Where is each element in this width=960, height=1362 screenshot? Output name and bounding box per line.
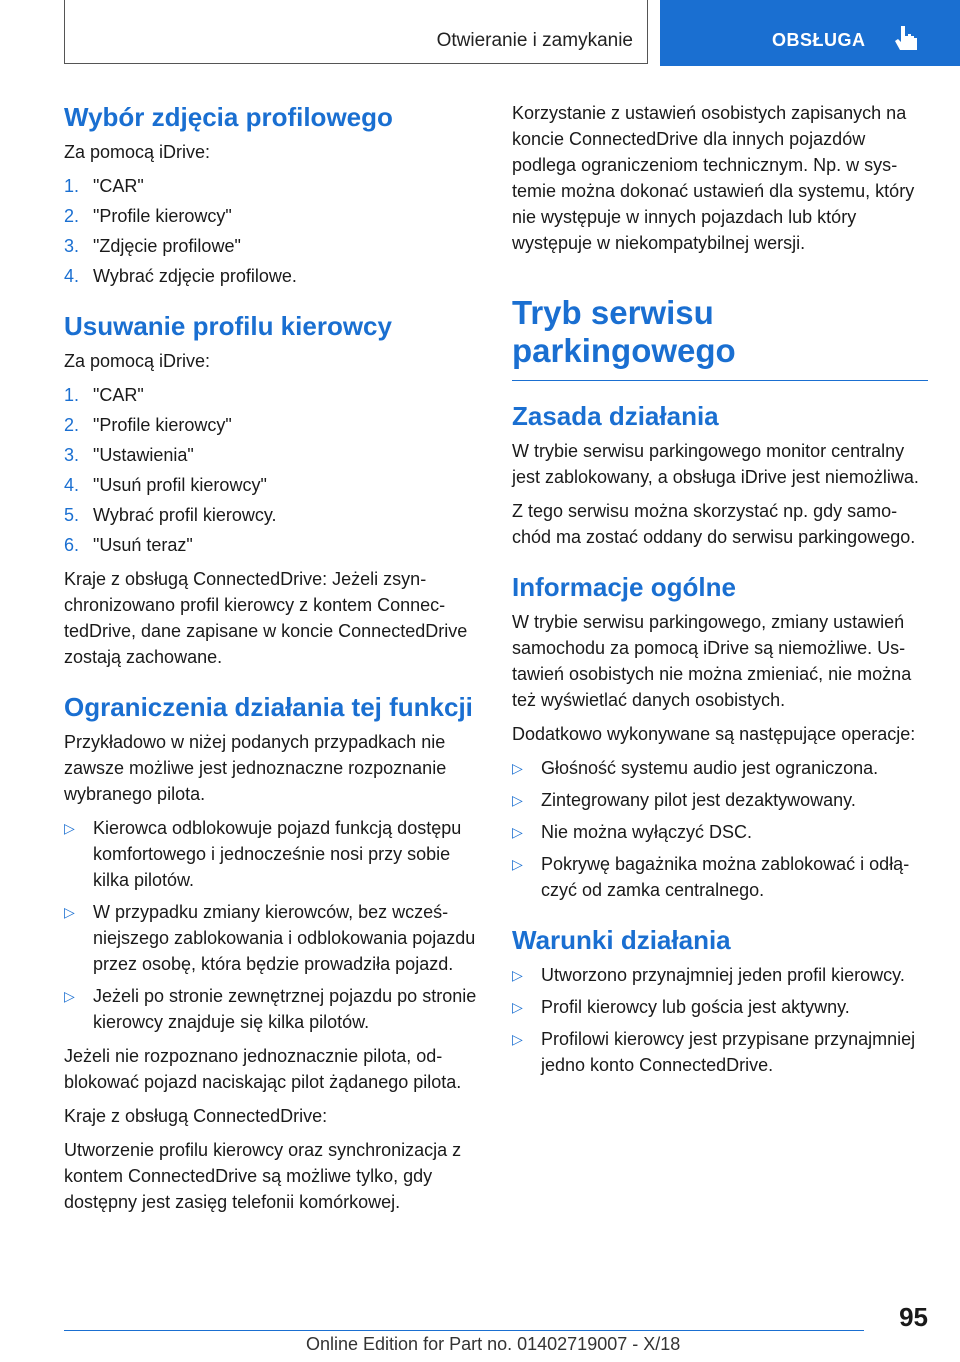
- header-chapter-label: OBSŁUGA: [772, 30, 866, 50]
- page-number: 95: [899, 1302, 928, 1332]
- list-item: ▷ Utworzono przynajmniej jeden profil kierowcy.: [512, 962, 928, 988]
- list-item: ▷ Kierowca odblokowuje pojazd funkcją dostępu komfortowego i jednocześnie nosi przy sobie kilka pilotów.: [64, 815, 480, 893]
- header-chapter-tab: [660, 0, 960, 66]
- list-item: ▷ Głośność systemu audio jest ograniczona.: [512, 755, 928, 781]
- triangle-bullet-icon: ▷: [512, 999, 523, 1015]
- list-item: ▷ W przypadku zmiany kierowców, bez wcześniejszego zablokowania i odblokowania pojazdu przez osobę, która będzie prowadziła pojazd.: [64, 899, 480, 977]
- paragraph: Jeżeli nie rozpoznano jednoznacznie pilota, odblokować pojazd naciskając pilot żądanego pilota.: [64, 1046, 462, 1092]
- list-item: ▷ Profilowi kierowcy jest przypisane przynajmniej jedno konto ConnectedDrive.: [512, 1026, 928, 1078]
- footer-edition: Online Edition for Part no. 01402719007 - X/18: [306, 1334, 681, 1354]
- list-item: ▷ Profil kierowcy lub gościa jest aktywny.: [512, 994, 928, 1020]
- list-item: ▷ Pokrywę bagażnika można zablokować i odłączyć od zamka centralnego.: [512, 851, 928, 903]
- chapter-divider: [512, 380, 928, 381]
- triangle-bullet-icon: ▷: [512, 856, 523, 872]
- step-item: 1. "CAR": [64, 176, 144, 196]
- step-item: 3. "Zdjęcie profilowe": [64, 236, 241, 256]
- triangle-bullet-icon: ▷: [512, 760, 523, 776]
- conditions-list: [512, 962, 928, 1078]
- header-section-box: [64, 0, 648, 64]
- list-item: ▷ Zintegrowany pilot jest dezaktywowany.: [512, 787, 928, 813]
- step-item: 2. "Profile kierowcy": [64, 415, 232, 435]
- intro-idrive-2: Za pomocą iDrive:: [64, 351, 211, 371]
- triangle-bullet-icon: ▷: [64, 988, 75, 1004]
- connecteddrive-note: Kraje z obsługą ConnectedDrive: Jeżeli zsynchronizowano profil kierowcy z kontem ConnectedDrive, dane zapisane w koncie ConnectedDrive zostają zachowane.: [64, 569, 468, 667]
- list-item: ▷ Jeżeli po stronie zewnętrznej pojazdu po stronie kierowcy znajduje się kilka pilotów.: [64, 983, 480, 1035]
- steps-profile-photo: [64, 173, 480, 289]
- list-item: ▷ Nie można wyłączyć DSC.: [512, 819, 928, 845]
- chapter-title: Tryb serwisu parkingowego: [512, 294, 736, 369]
- paragraph: Dodatkowo wykonywane są następujące operacje:: [512, 724, 916, 744]
- limitations-list: [64, 815, 480, 1035]
- intro-idrive-1: Za pomocą iDrive:: [64, 142, 211, 162]
- limitations-intro: Przykładowo w niżej podanych przypadkach nie zawsze możliwe jest jednoznaczne rozpoznanie wybranego pilota.: [64, 732, 447, 804]
- heading-limitations: Ograniczenia działania tej funkcji: [64, 692, 473, 722]
- triangle-bullet-icon: ▷: [512, 824, 523, 840]
- step-item: 5. Wybrać profil kierowcy.: [64, 505, 277, 525]
- step-item: 4. "Usuń profil kierowcy": [64, 475, 267, 495]
- step-item: 3. "Ustawienia": [64, 445, 194, 465]
- paragraph: W trybie serwisu parkingowego monitor centralny jest zablokowany, a obsługa iDrive jest niemożliwa.: [512, 441, 919, 487]
- right-column: [512, 100, 928, 1086]
- footer-divider: [64, 1330, 864, 1331]
- step-item: 1. "CAR": [64, 385, 144, 405]
- heading-operating-principle: Zasada działania: [512, 401, 719, 431]
- steps-delete-profile: [64, 382, 480, 558]
- step-item: 4. Wybrać zdjęcie profilowe.: [64, 266, 297, 286]
- step-item: 6. "Usuń teraz": [64, 535, 193, 555]
- heading-conditions: Warunki działania: [512, 925, 731, 955]
- pointing-hand-icon: [892, 24, 920, 52]
- paragraph: Z tego serwisu można skorzystać np. gdy samochód ma zostać oddany do serwisu parkingowego.: [512, 501, 916, 547]
- heading-profile-photo: Wybór zdjęcia profilowego: [64, 102, 393, 132]
- operations-list: [512, 755, 928, 903]
- heading-delete-profile: Usuwanie profilu kierowcy: [64, 311, 392, 341]
- triangle-bullet-icon: ▷: [64, 904, 75, 920]
- triangle-bullet-icon: ▷: [512, 1031, 523, 1047]
- paragraph: Utworzenie profilu kierowcy oraz synchronizacja z kontem ConnectedDrive są możliwe tylko, gdy dostępny jest zasięg telefonii komórkowej.: [64, 1140, 462, 1212]
- connecteddrive-limits-paragraph: Korzystanie z ustawień osobistych zapisanych na koncie ConnectedDrive dla innych pojazdów podlega ograniczeniom technicznym. Np. w systemie można dokonać ustawień dla systemu, który nie występuje w innych pojazdach lub który występuje w niekompatybilnej wersji.: [512, 103, 915, 253]
- left-column: [64, 100, 480, 1223]
- paragraph: W trybie serwisu parkingowego, zmiany ustawień samochodu za pomocą iDrive są niemożliwe. Ustawień osobistych nie można zmieniać, nie można też wyświetlać danych osobistych.: [512, 612, 912, 710]
- triangle-bullet-icon: ▷: [512, 967, 523, 983]
- triangle-bullet-icon: ▷: [512, 792, 523, 808]
- step-item: 2. "Profile kierowcy": [64, 206, 232, 226]
- heading-general-info: Informacje ogólne: [512, 572, 736, 602]
- paragraph: Kraje z obsługą ConnectedDrive:: [64, 1106, 328, 1126]
- header-section-title: Otwieranie i zamykanie: [436, 30, 633, 51]
- triangle-bullet-icon: ▷: [64, 820, 75, 836]
